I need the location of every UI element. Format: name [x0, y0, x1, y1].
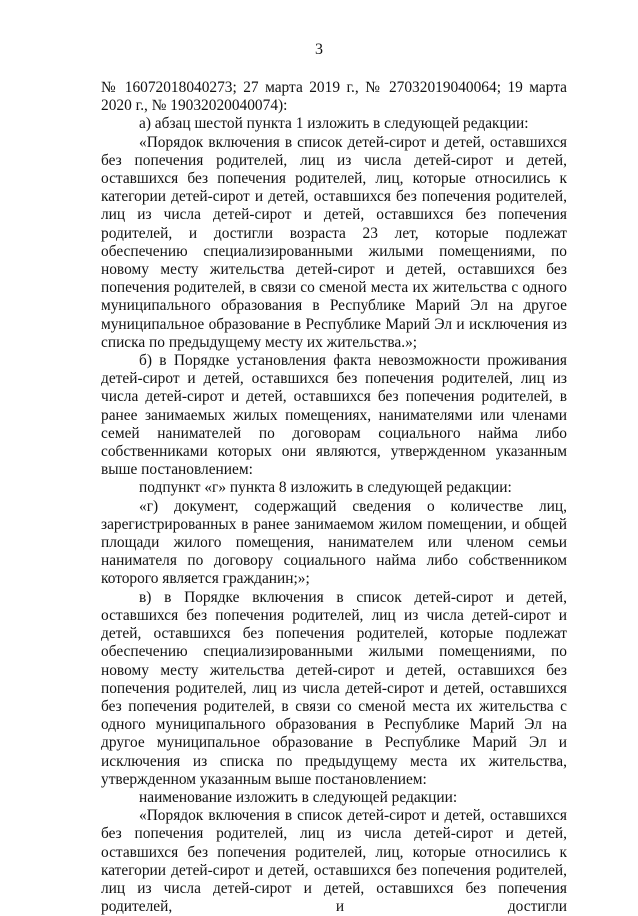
- paragraph: а) абзац шестой пункта 1 изложить в следующей редакции:: [139, 115, 529, 133]
- paragraph: в) в Порядке включения в список детей-сирот и детей, оставшихся без попечения родителей, лиц из числа детей-сирот и детей, оставшихся без попечения родителей, которые подлежат обеспечению специализированными жилыми помещениями, по новому месту жительства детей-сирот и детей, оставшихся без попечения родителей, лиц из числа детей-сирот и детей, оставшихся без попечения родителей, в связи со сменой места их жительства с одного муниципального образования в Республике Марий Эл на другое муниципальное образование в Республике Марий Эл и исключения из списка по предыдущему места их жительства, утвержденном указанным выше постановлением:: [101, 588, 567, 788]
- page-number: 3: [315, 41, 323, 58]
- paragraph: б) в Порядке установления факта невозможности проживания детей-сирот и детей, оставшихся без попечения родителей, лиц из числа детей-сирот и детей, оставшихся без попечения родителей, в ранее занимаемых жилых помещениях, нанимателями или членами семей нанимателей по договорам социального найма либо собственниками которых они являются, утвержденном указанным выше постановлением:: [101, 352, 567, 479]
- paragraph: № 16072018040273; 27 марта 2019 г., № 27032019040064; 19 марта 2020 г., № 19032020040074):: [101, 79, 567, 115]
- paragraph: «г) документ, содержащий сведения о количестве лиц, зарегистрированных в ранее занимаемом жилом помещении, и общей площади жилого помещения, нанимателем или членом семьи нанимателя по договору социального найма либо собственником которого является гражданин;»;: [101, 497, 567, 588]
- document-body: [101, 79, 567, 916]
- paragraph: наименование изложить в следующей редакции:: [139, 788, 458, 806]
- paragraph: «Порядок включения в список детей-сирот и детей, оставшихся без попечения родителей, лиц из числа детей-сирот и детей, оставшихся без попечения родителей, лиц, которые относились к категории детей-сирот и детей, оставшихся без попечения родителей, лиц из числа детей-сирот и детей, оставшихся без попечения родителей, и достигли возраста 23 лет, которые подлежат обеспечению специализированными жилыми помещениями, по новому месту жительства детей-сирот и детей, оставшихся без попечения родителей, в связи со сменой места их жительства с одного муниципального образования в Республике Марий Эл на другое муниципальное образование в Республике Марий Эл и исключения из списка по предыдущему месту их жительства.»;: [101, 133, 567, 351]
- paragraph: «Порядок включения в список детей-сирот и детей, оставшихся без попечения родителей, лиц из числа детей-сирот и детей, оставшихся без попечения родителей, лиц, которые относились к категории детей-сирот и детей, оставшихся без попечения родителей, лиц из числа детей-сирот и детей, оставшихся без попечения родителей, и достигли: [101, 807, 567, 916]
- paragraph: подпункт «г» пункта 8 изложить в следующей редакции:: [139, 479, 512, 497]
